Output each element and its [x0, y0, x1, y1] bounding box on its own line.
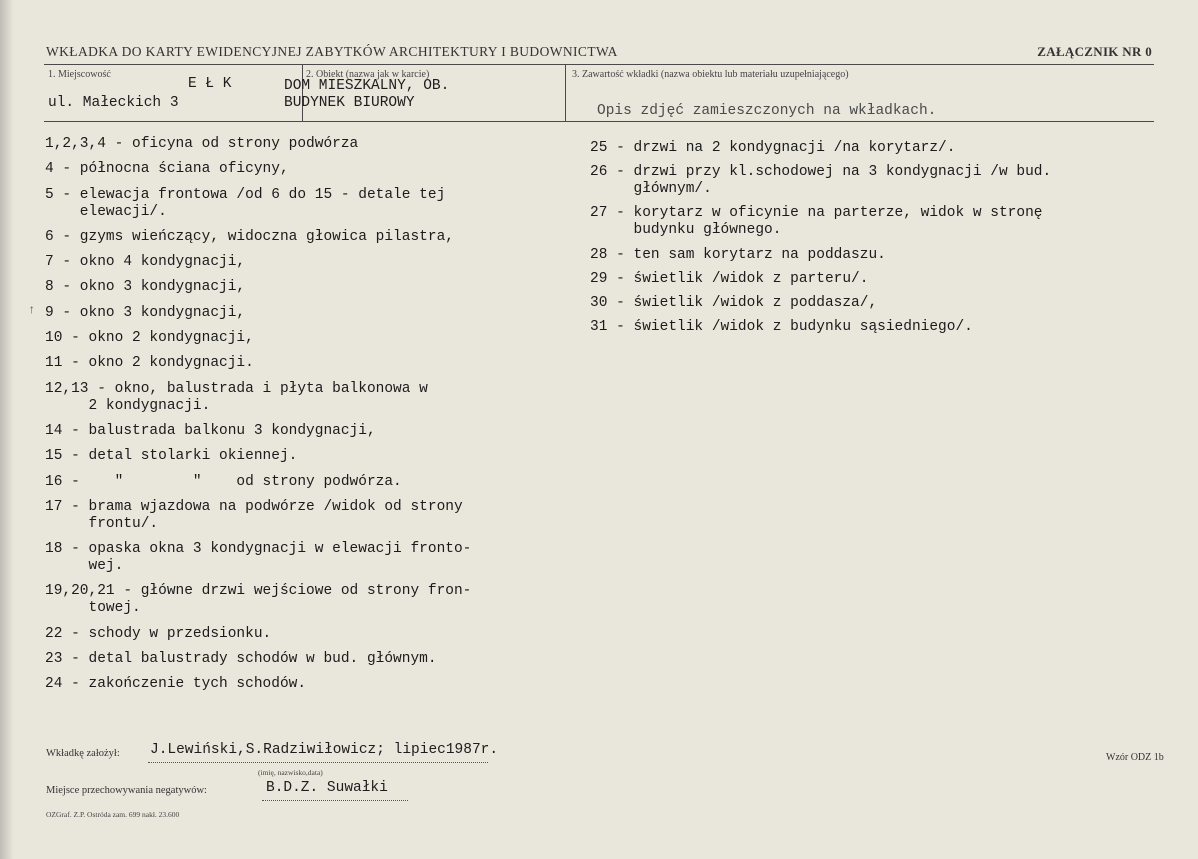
list-item	[45, 448, 471, 465]
founded-by-label: Wkładkę założył:	[46, 748, 120, 759]
list-item	[590, 247, 1051, 264]
annex-number: ZAŁĄCZNIK NR 0	[1037, 44, 1152, 59]
list-item	[45, 676, 471, 693]
list-item-line: 24 - zakończenie tych schodów.	[45, 676, 307, 693]
form-title: WKŁADKA DO KARTY EWIDENCYJNEJ ZABYTKÓW ARCHITEKTURY I BUDOWNICTWA	[46, 44, 618, 59]
list-item	[590, 205, 1051, 239]
list-item-line: 10 - okno 2 kondygnacji,	[45, 330, 254, 347]
margin-mark: ↑	[28, 303, 36, 317]
list-item-line: 31 - świetlik /widok z budynku sąsiedniego/.	[590, 319, 973, 336]
list-item-line: 5 - elewacja frontowa /od 6 do 15 - detale tej	[45, 186, 446, 203]
list-item-line: 26 - drzwi przy kl.schodowej na 3 kondygnacji /w bud.	[590, 164, 1052, 181]
list-item-line: elewacji/.	[45, 203, 167, 220]
list-item-line: 19,20,21 - główne drzwi wejściowe od strony fron-	[45, 583, 472, 600]
negatives-storage-label: Miejsce przechowywania negatywów:	[46, 785, 207, 796]
list-item	[45, 499, 471, 533]
photo-list-left	[45, 136, 471, 702]
list-item	[590, 164, 1051, 198]
list-item	[45, 161, 471, 178]
list-item	[590, 295, 1051, 312]
list-item-line: 14 - balustrada balkonu 3 kondygnacji,	[45, 422, 376, 439]
street-value: ul. Małeckich 3	[48, 95, 179, 111]
list-item	[590, 319, 1051, 336]
list-item-line: 22 - schody w przedsionku.	[45, 625, 272, 642]
negatives-storage-dotline	[262, 800, 408, 801]
list-item	[45, 423, 471, 440]
list-item	[45, 187, 471, 221]
list-item-line: 27 - korytarz w oficynie na parterze, widok w stronę	[590, 205, 1043, 222]
list-item-line: 9 - okno 3 kondygnacji,	[45, 304, 246, 321]
header-top-rule	[44, 64, 1154, 65]
form-code: Wzór ODZ 1b	[1106, 752, 1164, 763]
list-item-line: 23 - detal balustrady schodów w bud. głównym.	[45, 651, 437, 668]
object-name-line-2: BUDYNEK BIUROWY	[284, 95, 415, 111]
list-item-line: 30 - świetlik /widok z poddasza/,	[590, 294, 878, 311]
list-item-line: 4 - północna ściana oficyny,	[45, 161, 289, 178]
list-item-line: 25 - drzwi na 2 kondygnacji /na korytarz/.	[590, 140, 956, 156]
list-item-line: 8 - okno 3 kondygnacji,	[45, 279, 246, 296]
list-item-line: towej.	[45, 600, 141, 617]
printer-imprint: OZGraf. Z.P. Ostróda zam. 699 nakł. 23.600	[46, 810, 180, 819]
list-item-line: 16 - " " od strony podwórza.	[45, 473, 402, 490]
list-item	[590, 140, 1051, 157]
insert-contents-value: Opis zdjęć zamieszczonych na wkładkach.	[597, 103, 937, 119]
list-item-line: 1,2,3,4 - oficyna od strony podwórza	[45, 136, 359, 152]
place-value: E Ł K	[188, 76, 232, 92]
header-bottom-rule	[44, 121, 1154, 122]
paper-edge-shadow	[0, 0, 14, 859]
list-item-line: 17 - brama wjazdowa na podwórze /widok od strony	[45, 498, 463, 515]
list-item	[45, 355, 471, 372]
founded-by-dotline	[148, 762, 488, 763]
list-item-line: 29 - świetlik /widok z parteru/.	[590, 270, 869, 287]
field-3-label: 3. Zawartość wkładki (nazwa obiektu lub materiału uzupełniającego)	[572, 69, 849, 80]
list-item-line: wej.	[45, 558, 124, 575]
list-item-line: 15 - detal stolarki okiennej.	[45, 448, 298, 465]
object-name-line-1: DOM MIESZKALNY, OB.	[284, 78, 450, 94]
negatives-storage-value: B.D.Z. Suwałki	[266, 780, 388, 796]
list-item-line: 2 kondygnacji.	[45, 397, 211, 414]
field-divider-2	[565, 64, 566, 121]
list-item	[45, 330, 471, 347]
field-1-label: 1. Miejscowość	[48, 69, 111, 80]
list-item	[590, 271, 1051, 288]
field-2-label: 2. Obiekt (nazwa jak w karcie)	[306, 69, 430, 80]
list-item	[45, 305, 471, 322]
list-item-line: 12,13 - okno, balustrada i płyta balkonowa w	[45, 380, 428, 397]
list-item	[45, 136, 471, 153]
list-item-line: 11 - okno 2 kondygnacji.	[45, 355, 254, 372]
list-item-line: frontu/.	[45, 515, 159, 532]
founded-by-value: J.Lewiński,S.Radziwiłowicz; lipiec1987r.	[150, 742, 499, 758]
list-item	[45, 651, 471, 668]
list-item	[45, 254, 471, 271]
list-item-line: głównym/.	[590, 181, 712, 198]
list-item	[45, 541, 471, 575]
list-item	[45, 474, 471, 491]
founded-by-hint: (imię, nazwisko,data)	[258, 768, 323, 777]
list-item-line: 28 - ten sam korytarz na poddaszu.	[590, 246, 886, 263]
list-item-line: budynku głównego.	[590, 222, 782, 239]
photo-list-right	[590, 140, 1051, 343]
list-item	[45, 583, 471, 617]
list-item	[45, 229, 471, 246]
list-item-line: 6 - gzyms wieńczący, widoczna głowica pilastra,	[45, 228, 454, 245]
list-item	[45, 626, 471, 643]
list-item	[45, 381, 471, 415]
list-item-line: 7 - okno 4 kondygnacji,	[45, 254, 246, 271]
list-item	[45, 279, 471, 296]
list-item-line: 18 - opaska okna 3 kondygnacji w elewacji fronto-	[45, 541, 472, 558]
